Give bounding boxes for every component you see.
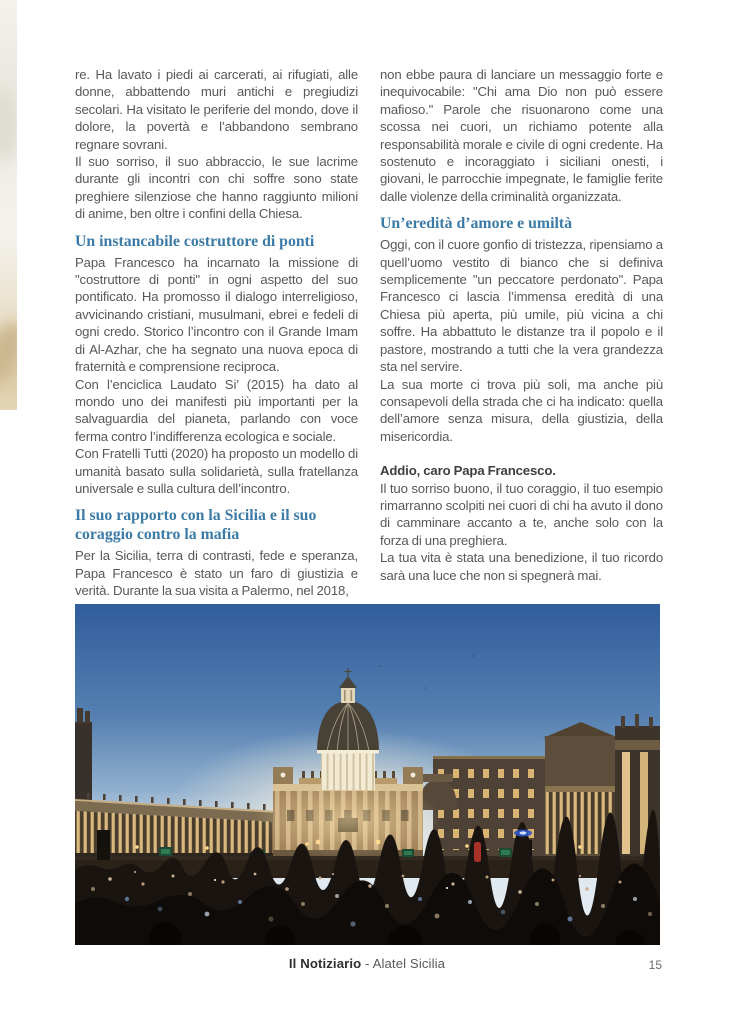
paragraph: non ebbe paura di lanciare un messaggio forte e inequivocabile: "Chi ama Dio non può essere mafioso." Parole che risuonarono come una scossa nei cuori, un richiamo potente alla responsabilità morale e civile di ogni credente. Ha sostenuto e incoraggiato i siciliani onesti, i giovani, le parrocchie impegnate, le famiglie ferite dalle violenze della criminalità organizzata. (380, 67, 663, 204)
left-column (75, 66, 358, 600)
newsletter-suffix: - Alatel Sicilia (361, 956, 446, 971)
paragraph: Per la Sicilia, terra di contrasti, fede e speranza, Papa Francesco è stato un faro di giustizia e verità. Durante la sua visita a Palermo, nel 2018, (75, 548, 358, 599)
paragraph: re. Ha lavato i piedi ai carcerati, ai rifugiati, alle donne, abbattendo muri antichi e pregiudizi secolari. Ha visitato le periferie del mondo, dove il dolore, la povertà e l’abbandono sembrano regnare sovrani. (75, 67, 358, 152)
farewell-heading: Addio, caro Papa Francesco. (380, 463, 556, 479)
right-column (380, 66, 663, 600)
page-edge-photo-sliver (0, 0, 17, 410)
paragraph: Con l’enciclica Laudato Si’ (2015) ha dato al mondo uno dei manifesti più importanti per la salvaguardia del pianeta, parlando con voce ferma contro l’indifferenza ecologica e sociale. (75, 376, 358, 444)
section-heading: Un’eredità d’amore e umiltà (380, 215, 573, 233)
st-peters-square-dusk-illustration (75, 604, 660, 945)
edge-blur-shape (0, 85, 17, 163)
paragraph: Oggi, con il cuore gonfio di tristezza, ripensiamo a quell’uomo vestito di bianco che si definiva semplicemente "un peccatore perdonato". Papa Francesco ci lascia l’immensa eredità di una Chiesa più aperta, più umile, più vicina a chi soffre. Ha abbattuto le distanze tra il popolo e il pastore, mostrando a tutti che la vera grandezza sta nel servire. (380, 237, 663, 375)
paragraph: Papa Francesco ha incarnato la missione di "costruttore di ponti" in ogni aspetto del suo pontificato. Ha promosso il dialogo interreligioso, avvicinando cristiani, musulmani, ebrei e fedeli di ogni credo. Storico l’incontro con il Grande Imam di Al-Azhar, che ha segnato una nuova epoca di fraternità e comprensione reciproca. (75, 254, 358, 375)
paragraph: Il tuo sorriso buono, il tuo coraggio, il tuo esempio rimarranno scolpiti nei cuori di chi ha avuto il dono di camminare accanto a te, anche solo con la forza di una preghiera. (380, 480, 663, 548)
edge-blur-shape (0, 317, 17, 389)
section-heading: Il suo rapporto con la Sicilia e il suo coraggio contro la mafia (75, 507, 317, 544)
paragraph: La sua morte ci trova più soli, ma anche più consapevoli della strada che ci ha indicato: quella dell’amore senza misura, della giustizia, della misericordia. (380, 376, 663, 444)
section-heading: Un instancabile costruttore di ponti (75, 232, 315, 250)
footer (0, 956, 734, 971)
article-body (75, 66, 663, 600)
page-number: 15 (648, 958, 662, 972)
paragraph: Con Fratelli Tutti (2020) ha proposto un modello di umanità basato sulla solidarietà, sulla fratellanza universale e sulla cultura dell’incontro. (75, 446, 358, 496)
paragraph: La tua vita è stata una benedizione, il tuo ricordo sarà una luce che non si spegnerà mai. (380, 550, 663, 583)
newsletter-name: Il Notiziario (288, 956, 362, 971)
photo-st-peters-square (75, 604, 660, 945)
paragraph: Il suo sorriso, il suo abbraccio, le sue lacrime durante gli incontri con chi soffre sono state preghiere silenziose che hanno raggiunto milioni di anime, ben oltre i confini della Chiesa. (75, 154, 358, 222)
